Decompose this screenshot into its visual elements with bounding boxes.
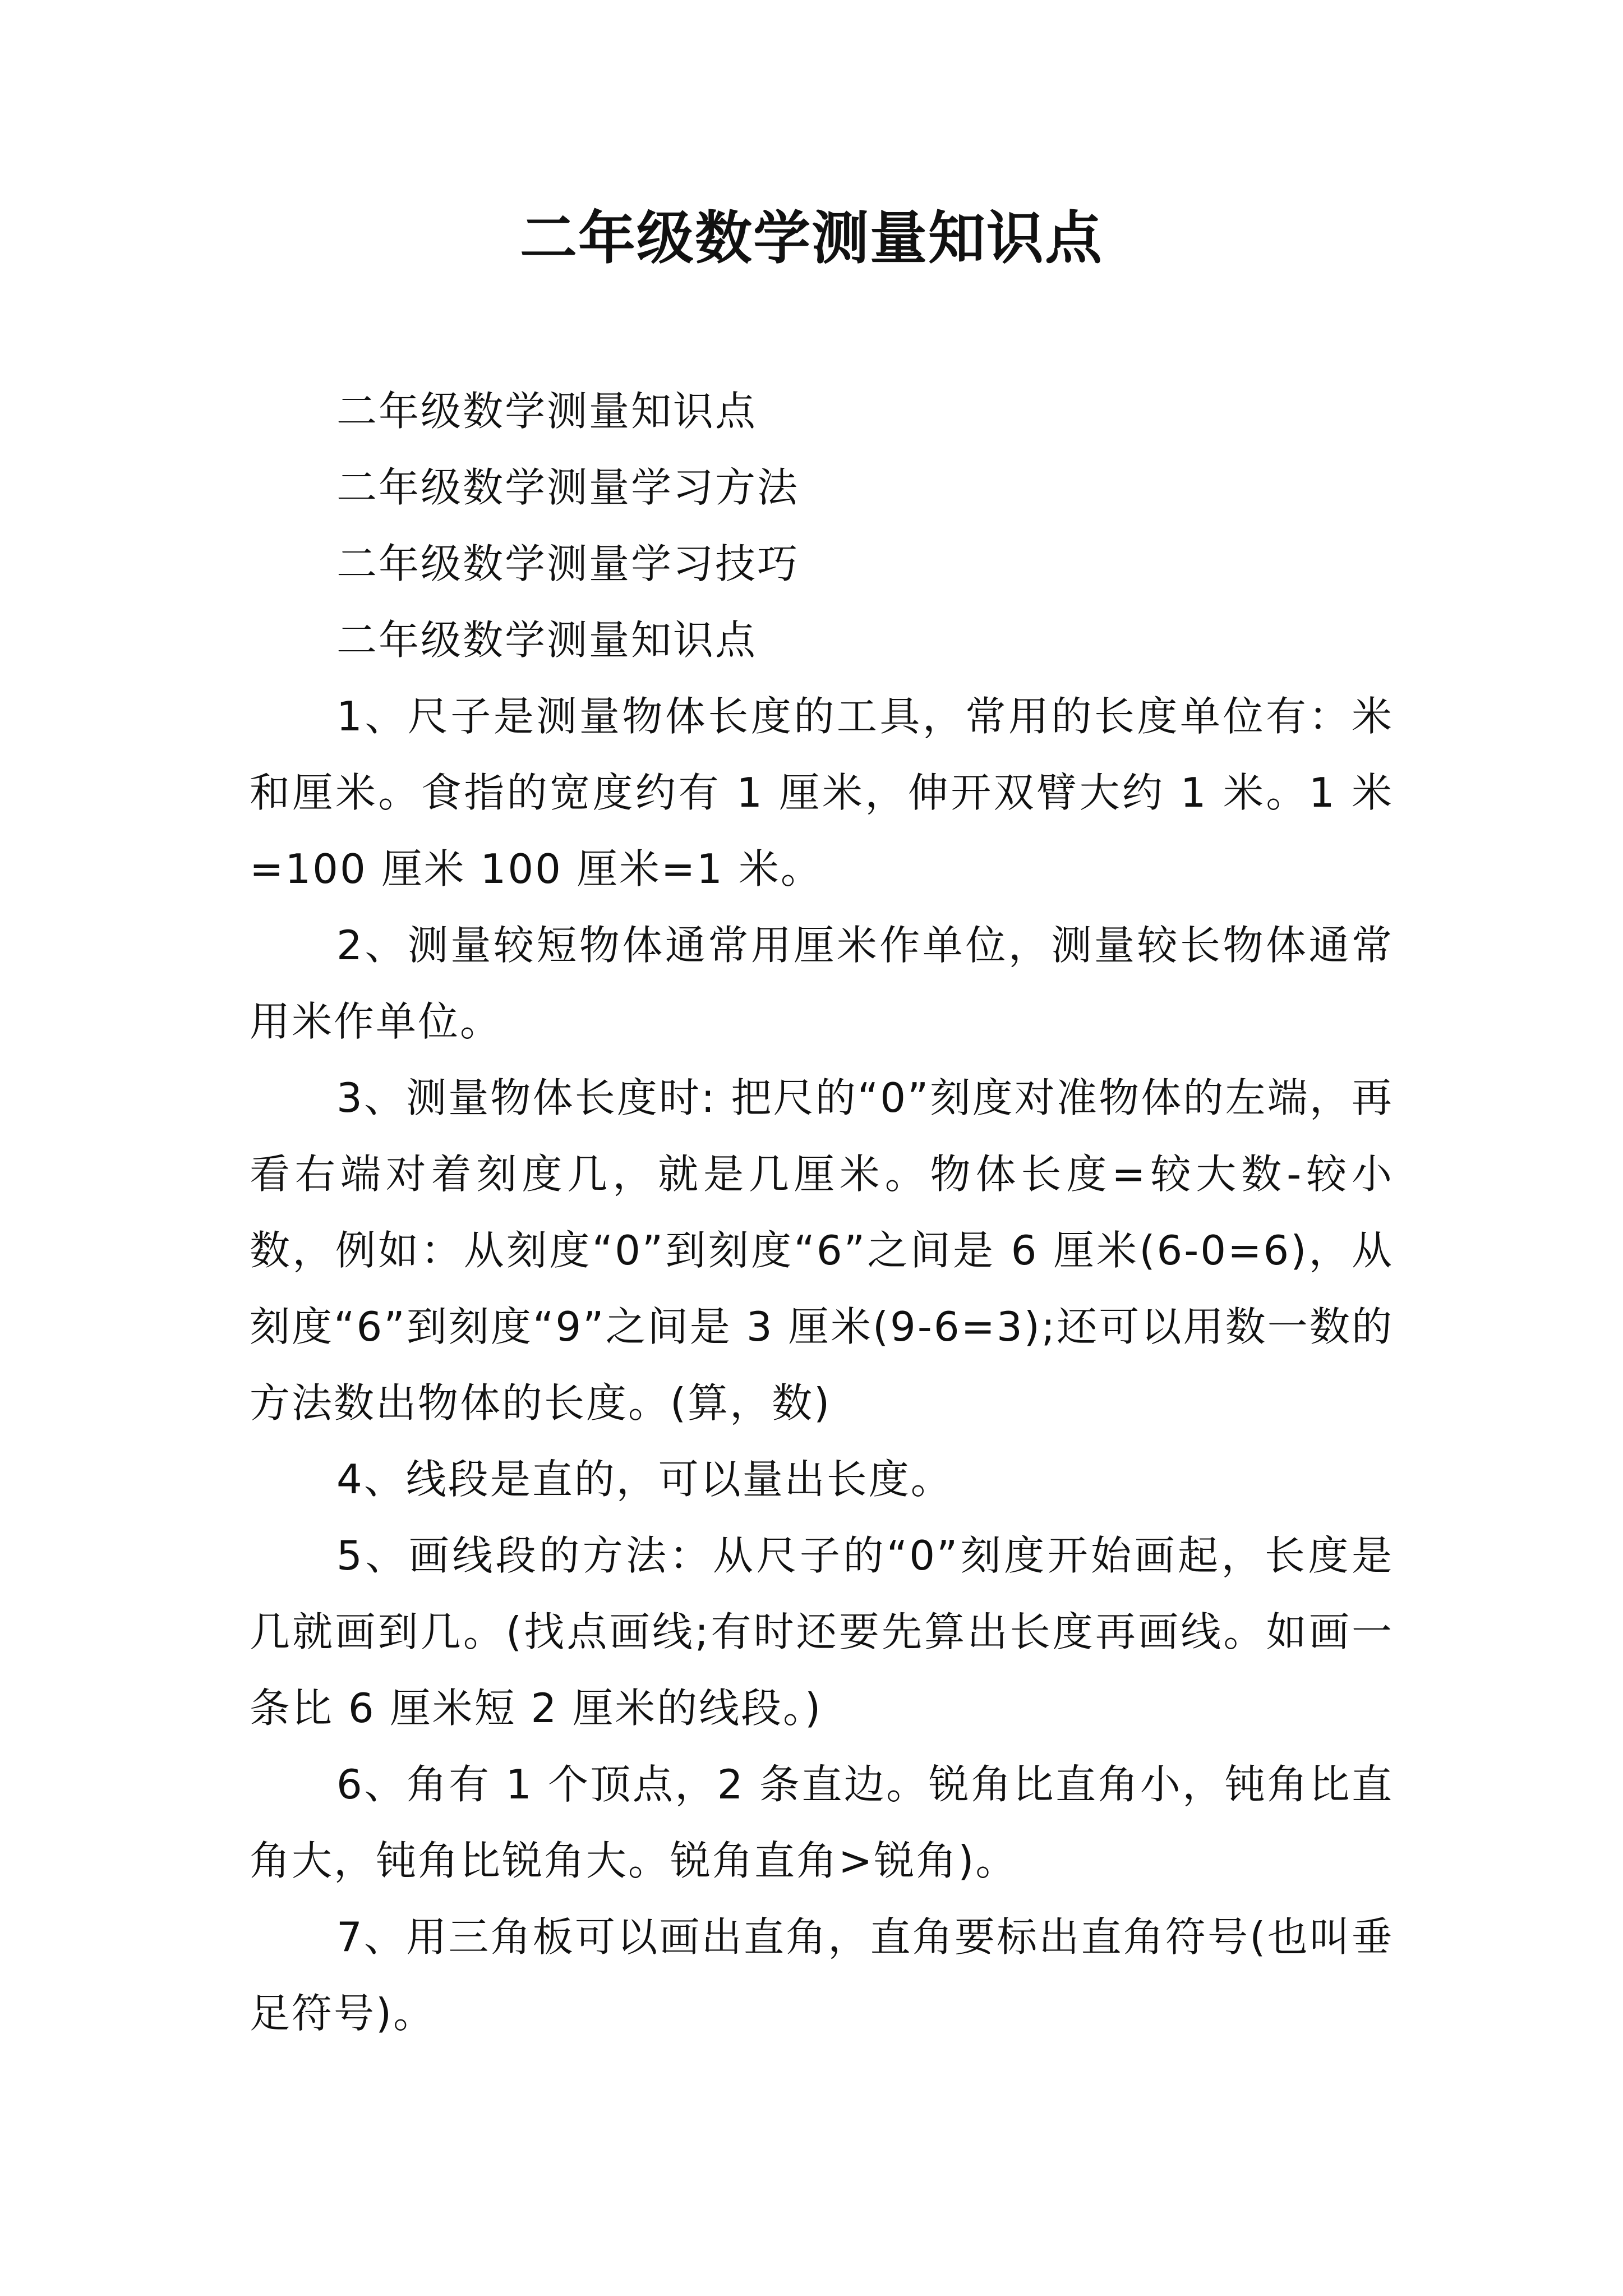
document-body <box>250 373 1394 2051</box>
paragraph-6: 6、角有 1 个顶点，2 条直边。锐角比直角小，钝角比直角大，钝角比锐角大。锐角直角>锐角)。 <box>250 1761 1394 1884</box>
section-heading: 二年级数学测量知识点 <box>336 616 758 664</box>
paragraph-5: 5、画线段的方法：从尺子的“0”刻度开始画起，长度是几就画到几。(找点画线;有时还要先算出长度再画线。如画一条比 6 厘米短 2 厘米的线段。) <box>250 1532 1394 1732</box>
toc-line: 二年级数学测量知识点 <box>336 388 758 435</box>
toc-line: 二年级数学测量学习方法 <box>336 464 800 511</box>
paragraph-1: 1、尺子是测量物体长度的工具，常用的长度单位有：米和厘米。食指的宽度约有 1 厘米，伸开双臂大约 1 米。1 米=100 厘米 100 厘米=1 米。 <box>250 693 1394 892</box>
toc-line: 二年级数学测量学习技巧 <box>336 540 800 587</box>
paragraph-3: 3、测量物体长度时: 把尺的“0”刻度对准物体的左端，再看右端对着刻度几，就是几厘米。物体长度=较大数-较小数，例如：从刻度“0”到刻度“6”之间是 6 厘米(6-0=6)，从刻度“6”到刻度“9”之间是 3 厘米(9-6=3);还可以用数一数的方法数出物体的长度。(算，数) <box>250 1074 1394 1427</box>
paragraph-4: 4、线段是直的，可以量出长度。 <box>336 1456 953 1503</box>
paragraph-2: 2、测量较短物体通常用厘米作单位，测量较长物体通常用米作单位。 <box>250 922 1394 1045</box>
document-title: 二年级数学测量知识点 <box>520 205 1103 272</box>
paragraph-7: 7、用三角板可以画出直角，直角要标出直角符号(也叫垂足符号)。 <box>250 1913 1394 2037</box>
